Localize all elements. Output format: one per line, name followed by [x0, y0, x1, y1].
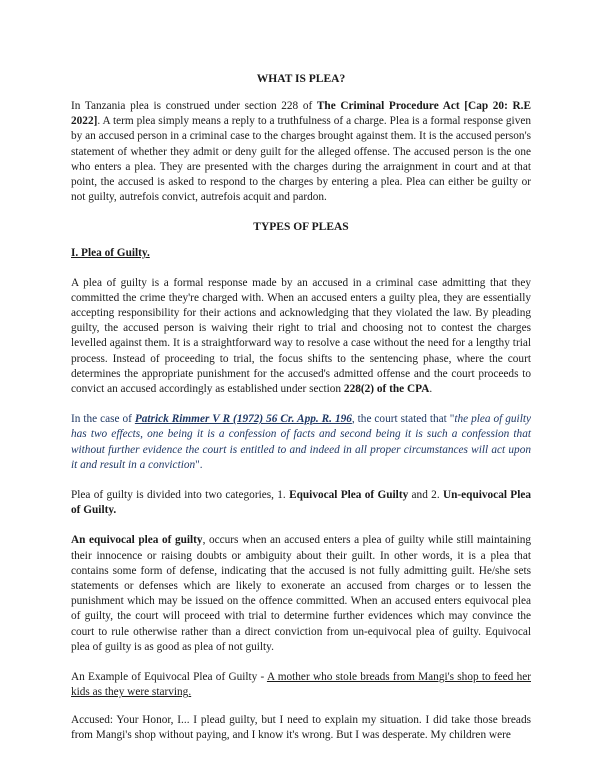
case-citation: Patrick Rimmer V R (1972) 56 Cr. App. R. 196 — [134, 413, 352, 426]
equivocal-term: An equivocal plea of guilty — [71, 534, 203, 547]
case-text-3: ". — [195, 458, 203, 471]
example-label: An Example of Equivocal Plea of Guilty - — [71, 671, 267, 684]
intro-text-1: In Tanzania plea is construed under section 228 of — [71, 100, 317, 112]
document-body — [71, 72, 531, 758]
equivocal-paragraph — [71, 533, 531, 655]
case-text-1: In the case of — [71, 413, 135, 426]
categories-paragraph — [71, 488, 531, 518]
act-reference: The Criminal Procedure Act [Cap 20: R.E 2022] — [71, 100, 531, 128]
category-equivocal: Equivocal Plea of Guilty — [289, 489, 409, 502]
page-title: WHAT IS PLEA? — [256, 73, 346, 85]
equivocal-text: , occurs when an accused enters a plea of guilty while still maintaining their innocence or raising doubts or ambiguity about their guilt. In other words, it is a plea that contains some form of defense, indicating that the accused is not fully admitting guilt. He/she sets statements or defenses which are likely to exonerate an accused from charges or to lessen the punishment which may be issued on the offence committed. When an accused enters equivocal plea of guilty, the court will proceed with trial to determine further evidences which may convince the court to rule otherwise rather than a direct conviction from un-equivocal plea of guilty. Equivocal plea of guilty is as good as plea of not guilty. — [71, 534, 532, 653]
example-text: A mother who stole breads from Mangi's shop to feed her kids as they were starving. — [71, 671, 531, 699]
types-heading: TYPES OF PLEAS — [253, 221, 349, 234]
intro-paragraph — [71, 99, 531, 205]
guilty-text-2: . — [429, 383, 433, 396]
case-paragraph — [71, 412, 531, 473]
guilty-paragraph — [71, 276, 531, 398]
categories-text-1: Plea of guilty is divided into two categories, 1. — [71, 489, 290, 502]
cpa-reference: 228(2) of the CPA — [343, 383, 430, 396]
example-paragraph — [71, 670, 531, 700]
section-heading-plea-of-guilty: I. Plea of Guilty. — [71, 247, 150, 260]
accused-paragraph: Accused: Your Honor, I... I plead guilty, but I need to explain my situation. I did take those breads from Mangi's shop without paying, and I know it's wrong. But I was desperate. My children were — [71, 713, 531, 741]
guilty-text-1: A plea of guilty is a formal response made by an accused in a criminal case admitting that they committed the crime they're charged with. When an accused enters a guilty plea, they are essentially accepting responsibility for their actions and acknowledging that they violated the law. By pleading guilty, the accused person is waiving their right to trial and choosing not to contest the charges levelled against them. It is a straightforward way to resolve a case without the need for a lengthy trial process. Instead of proceeding to trial, the focus shifts to the sentencing phase, where the court determines the appropriate punishment for the accused's admitted offense and the court proceeds to convict an accused accordingly as established under section — [71, 276, 531, 396]
case-quote: the plea of guilty has two effects, one being it is a confession of facts and second being it is such a confession that without further evidence the court is entitled to and indeed in all proper circumstances will act upon it and result in a conviction — [71, 413, 531, 471]
categories-text-2: and 2. — [408, 489, 443, 502]
case-text-2: , the court stated that " — [351, 413, 455, 426]
category-unequivocal: Un-equivocal Plea of Guilty. — [71, 489, 532, 517]
intro-text-2: . A term plea simply means a reply to a truthfulness of a charge. Plea is a formal response given by an accused person in a criminal case to the charges brought against them. It is the accused person's statement of whether they admit or deny guilt for the alleged offense. The accused person is the one who enters a plea. They are presented with the charges during the arraignment in court and at that point, the accused is asked to respond to the charges by entering a plea. Plea can either be guilty or not guilty, autrefois convict, autrefois acquit and pardon. — [71, 115, 531, 204]
